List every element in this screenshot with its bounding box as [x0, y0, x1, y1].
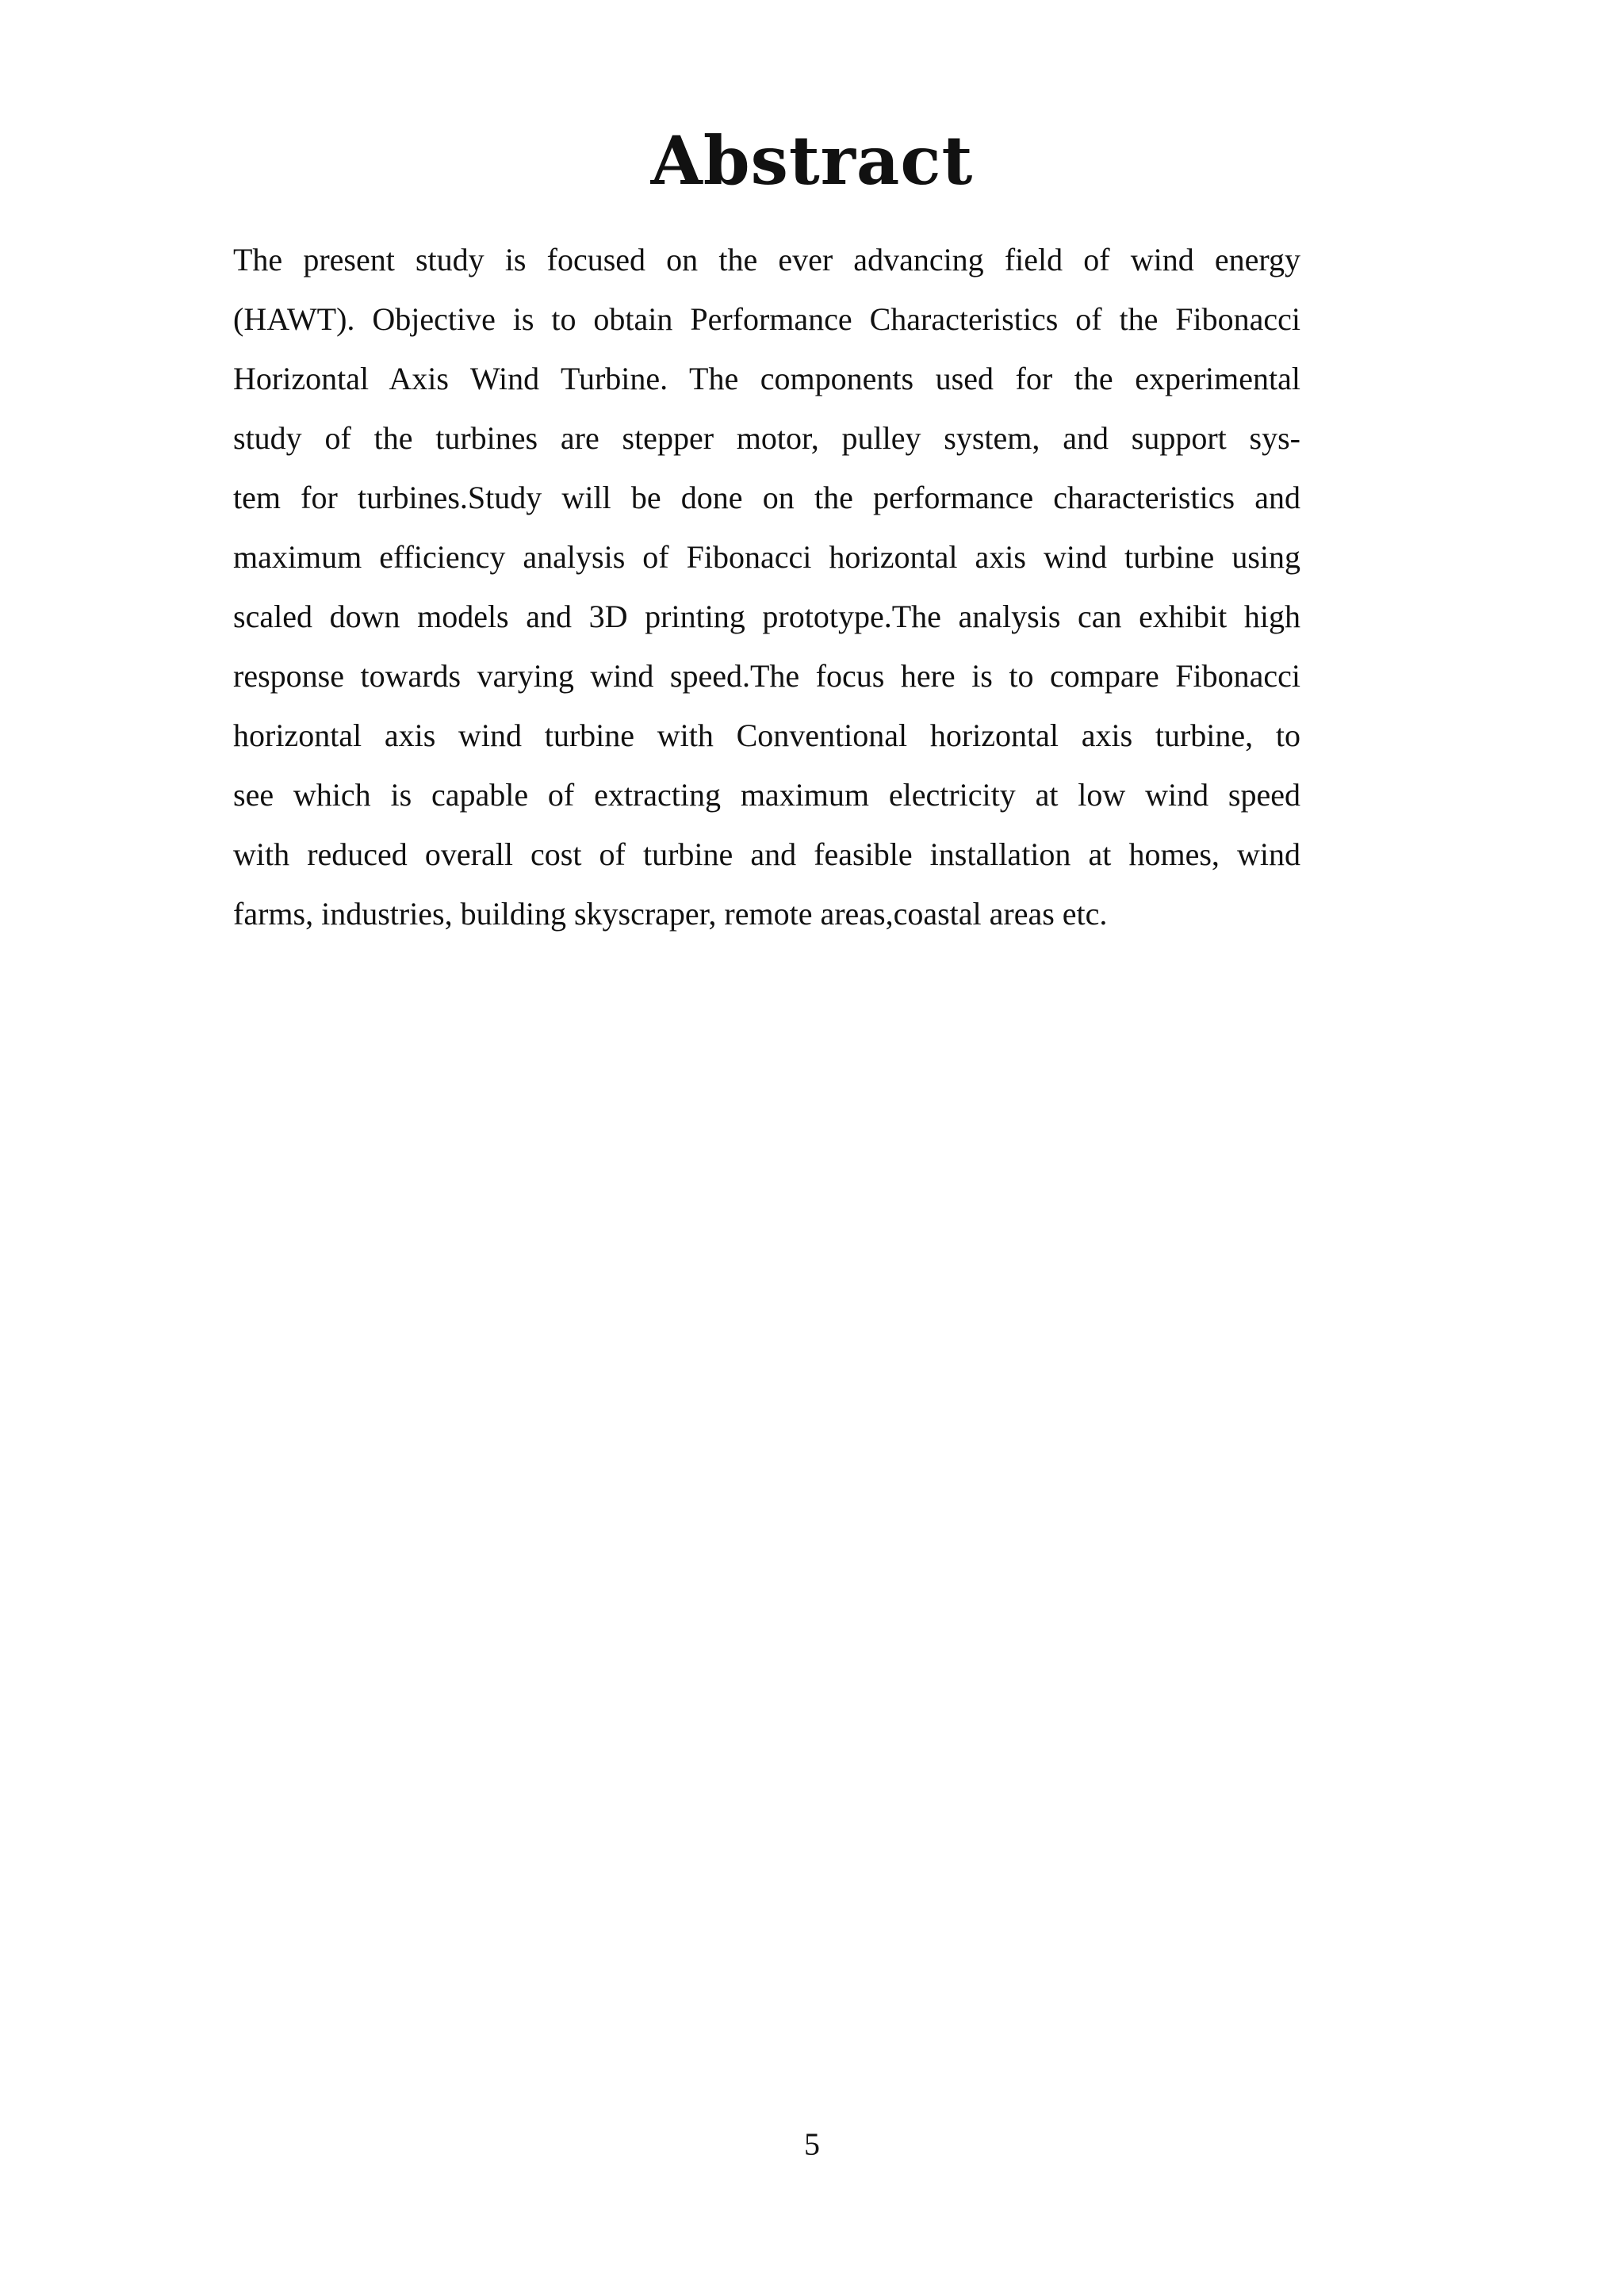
abstract-line: Horizontal Axis Wind Turbine. The components used for the experimental	[233, 361, 1300, 396]
abstract-line: with reduced overall cost of turbine and feasible installation at homes, wind	[233, 836, 1300, 872]
abstract-line: (HAWT). Objective is to obtain Performance Characteristics of the Fibonacci	[233, 301, 1300, 337]
abstract-line: The present study is focused on the ever advancing field of wind energy	[233, 242, 1300, 277]
abstract-line: response towards varying wind speed.The focus here is to compare Fibonacci	[233, 658, 1300, 694]
abstract-line: scaled down models and 3D printing prototype.The analysis can exhibit high	[233, 599, 1300, 634]
abstract-line: horizontal axis wind turbine with Conventional horizontal axis turbine, to	[233, 718, 1300, 753]
abstract-title: Abstract	[650, 121, 974, 200]
abstract-line: tem for turbines.Study will be done on the performance characteristics and	[233, 480, 1300, 515]
abstract-body	[233, 230, 1300, 943]
abstract-line: maximum efficiency analysis of Fibonacci horizontal axis wind turbine using	[233, 539, 1300, 575]
abstract-line: see which is capable of extracting maximum electricity at low wind speed	[233, 777, 1300, 813]
abstract-line: farms, industries, building skyscraper, remote areas,coastal areas etc.	[233, 896, 1108, 932]
abstract-line: study of the turbines are stepper motor, pulley system, and support sys-	[233, 420, 1300, 456]
page-number: 5	[804, 2126, 820, 2162]
